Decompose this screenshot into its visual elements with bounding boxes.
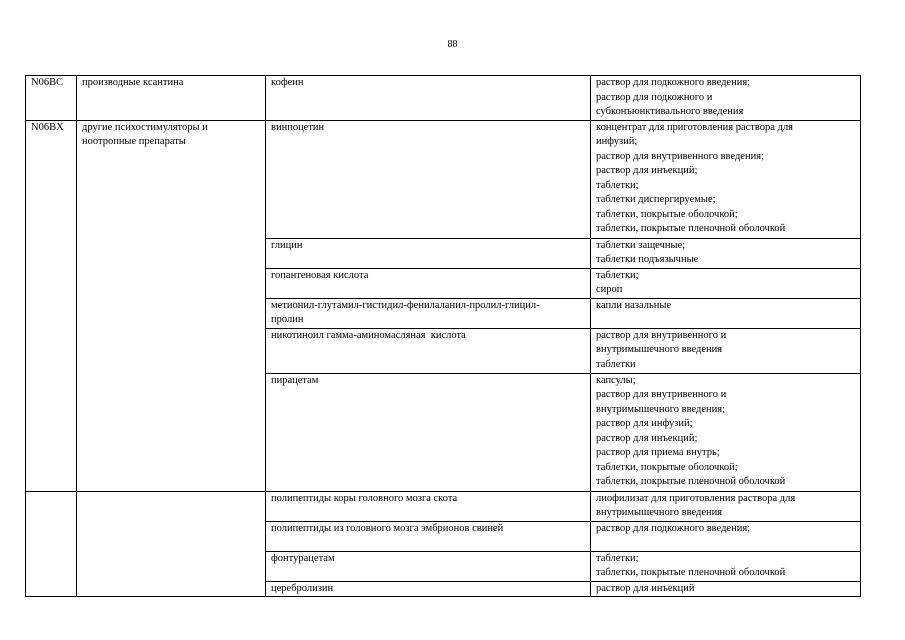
substance-label: метионил-глутамил-гистидил-фенилаланил-пролил-глицил-пролин xyxy=(271,299,540,325)
dosage-forms-cell xyxy=(591,76,861,121)
substance-cell: фонтурацетам xyxy=(266,551,591,581)
atc-code-cell: N06BC xyxy=(26,76,77,121)
dosage-forms-cell xyxy=(591,268,861,298)
atc-group-cell xyxy=(77,491,266,597)
dosage-forms-cell xyxy=(591,581,861,597)
dosage-form: концентрат для приготовления раствора для xyxy=(596,121,793,133)
atc-group-label: другие психостимуляторы и ноотропные препараты xyxy=(82,121,208,147)
dosage-form: лиофилизат для приготовления раствора для xyxy=(596,492,796,504)
dosage-form: таблетки, покрытые оболочкой; xyxy=(596,208,738,220)
dosage-form: субконъюнктивального введения xyxy=(596,106,744,117)
dosage-form: таблетки; xyxy=(596,179,639,191)
substance-cell: полипептиды коры головного мозга скота xyxy=(266,491,591,521)
substance-cell: гопантеновая кислота xyxy=(266,268,591,298)
dosage-form: раствор для приема внутрь; xyxy=(596,447,720,458)
dosage-form: раствор для подкожного и xyxy=(596,91,713,103)
dosage-form: таблетки защечные; xyxy=(596,239,686,251)
page-number: 88 xyxy=(447,39,458,50)
dosage-form: внутримышечного введения; xyxy=(596,403,726,415)
dosage-form: раствор для внутривенного введения; xyxy=(596,150,764,162)
dosage-form: раствор для внутривенного и xyxy=(596,389,727,400)
dosage-form: таблетки диспергируемые; xyxy=(596,194,716,205)
dosage-forms-cell xyxy=(591,551,861,581)
dosage-form: таблетки, покрытые пленочной оболочкой xyxy=(596,476,786,487)
dosage-form: сироп xyxy=(596,284,623,295)
dosage-forms-cell xyxy=(591,373,861,491)
dosage-form: раствор для инъекций xyxy=(596,582,695,594)
dosage-form: внутримышечного введения xyxy=(596,344,723,355)
drug-table xyxy=(25,75,861,597)
substance-cell: полипептиды из головного мозга эмбрионов свиней xyxy=(266,521,591,551)
dosage-form: капли назальные xyxy=(596,299,672,311)
dosage-forms-cell xyxy=(591,238,861,268)
table-row xyxy=(26,491,861,521)
dosage-form: раствор для инъекций; xyxy=(596,432,698,444)
dosage-forms-cell xyxy=(591,298,861,328)
dosage-form: раствор для внутривенного и xyxy=(596,329,727,341)
atc-group-cell: производные ксантина xyxy=(77,76,266,121)
dosage-forms-cell xyxy=(591,521,861,551)
dosage-forms-cell xyxy=(591,491,861,521)
atc-code-cell xyxy=(26,491,77,597)
dosage-form: капсулы; xyxy=(596,374,636,386)
atc-group-cell xyxy=(77,120,266,491)
substance-cell xyxy=(266,298,591,328)
substance-cell: никотиноил гамма-аминомасляная кислота xyxy=(266,328,591,373)
dosage-form: таблетки, покрытые пленочной оболочкой xyxy=(596,223,786,234)
dosage-form: внутримышечного введения xyxy=(596,507,723,518)
table-row xyxy=(26,120,861,238)
dosage-form: таблетки, покрытые оболочкой; xyxy=(596,461,738,473)
dosage-form: раствор для подкожного введения; xyxy=(596,77,751,88)
dosage-form: раствор для инъекций; xyxy=(596,165,698,176)
atc-code-cell: N06BX xyxy=(26,120,77,491)
substance-cell: кофеин xyxy=(266,76,591,121)
substance-cell: пирацетам xyxy=(266,373,591,491)
dosage-forms-cell xyxy=(591,120,861,238)
table-row xyxy=(26,76,861,121)
dosage-form: таблетки; xyxy=(596,269,639,281)
dosage-form: таблетки подъязычные xyxy=(596,254,699,265)
dosage-form: таблетки xyxy=(596,358,636,370)
substance-cell: винпоцетин xyxy=(266,120,591,238)
substance-cell: церебролизин xyxy=(266,581,591,597)
dosage-form: раствор для подкожного введения; xyxy=(596,522,751,534)
dosage-form: таблетки; xyxy=(596,552,639,564)
dosage-forms-cell xyxy=(591,328,861,373)
dosage-form: инфузий; xyxy=(596,136,638,147)
dosage-form: таблетки, покрытые пленочной оболочкой xyxy=(596,567,786,578)
substance-cell: глицин xyxy=(266,238,591,268)
dosage-form: раствор для инфузий; xyxy=(596,418,693,429)
